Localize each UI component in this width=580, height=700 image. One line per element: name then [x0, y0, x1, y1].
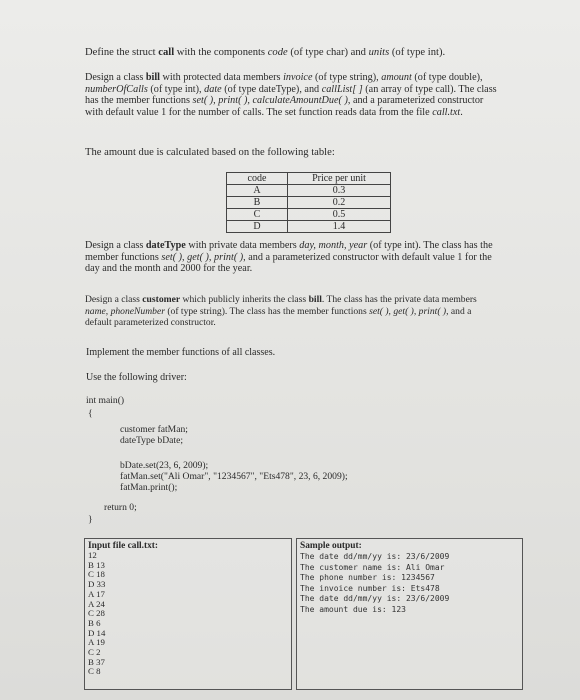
amount-due-line: The amount due is calculated based on the following table: [85, 147, 335, 158]
text: with private data members [185, 240, 300, 251]
code-open-brace: { [88, 408, 93, 419]
table-header-row [227, 173, 391, 185]
text: (of type string). The class has the member functions [164, 305, 370, 317]
text: (of type int), [147, 83, 205, 95]
datetype-line-1 [85, 240, 537, 252]
sample-output-box [296, 538, 523, 690]
cell-price: 1.4 [288, 221, 391, 233]
bill-line-4 [85, 107, 555, 119]
sample-output-lines [300, 552, 449, 616]
list-item: B 37 [88, 656, 105, 667]
list-item: D 33 [88, 579, 106, 590]
code-main: int main() [86, 395, 125, 406]
table-row [227, 185, 391, 197]
text: units [368, 47, 390, 58]
text: numberOfCalls [85, 83, 148, 95]
bill-line-3 [85, 95, 555, 107]
text: . The class has the private data members [321, 294, 477, 305]
bill-line-1 [85, 72, 555, 84]
text: (of type double), [411, 72, 483, 83]
customer-line-3: default parameterized constructor. [85, 317, 216, 329]
code-close-brace: } [88, 514, 93, 525]
input-file-lines [88, 551, 105, 677]
code-call-date-set: bDate.set(23, 6, 2009); [120, 460, 209, 471]
table-row [227, 209, 391, 221]
text: (of type int). [389, 47, 446, 58]
text: member functions [85, 251, 162, 263]
text: bill [308, 294, 322, 305]
cell-code: D [227, 221, 288, 233]
sample-output-title: Sample output: [300, 541, 362, 551]
text: (of type char) and [287, 47, 369, 58]
text: amount [381, 72, 412, 83]
customer-paragraph [85, 294, 537, 329]
text: (of type int). The class has the [367, 240, 493, 251]
text: bill [145, 72, 160, 83]
list-item: C 18 [88, 569, 105, 580]
implement-line: Implement the member functions of all classes. [86, 347, 276, 358]
text: dateType [145, 240, 186, 251]
text: which publicly inherits the class [180, 294, 309, 305]
code-decl-datetype: dateType bDate; [120, 435, 183, 446]
list-item: The invoice number is: Ets478 [300, 583, 440, 593]
list-item: The phone number is: 1234567 [300, 573, 435, 583]
list-item: B 13 [88, 559, 105, 570]
header-code: code [227, 173, 288, 185]
list-item: 12 [88, 550, 97, 560]
code-call-fatman-set: fatMan.set("Ali Omar", "1234567", "Ets478", 23, 6, 2009); [120, 471, 348, 482]
text: name, phoneNumber [85, 305, 165, 317]
input-file-box [84, 538, 292, 690]
text: set( ), print( ), calculateAmountDue( ) [192, 95, 348, 107]
cell-price: 0.2 [288, 197, 391, 209]
datetype-line-2 [85, 252, 537, 264]
cell-code: B [227, 197, 288, 209]
code-call-print: fatMan.print(); [120, 482, 178, 493]
list-item: C 28 [88, 608, 105, 619]
datetype-line-3: day and the month and 2000 for the year. [85, 263, 253, 275]
cell-price: 0.3 [288, 185, 391, 197]
bill-line-2 [85, 84, 555, 96]
cell-price: 0.5 [288, 209, 391, 221]
driver-line: Use the following driver: [86, 372, 187, 383]
text: has the member functions [85, 95, 193, 107]
text: , and a parameterized constructor with default value 1 for the [243, 251, 492, 263]
code-return: return 0; [104, 502, 137, 513]
text: , and a parameterized constructor [347, 95, 484, 107]
list-item: The date dd/mm/yy is: 23/6/2009 [300, 594, 450, 604]
list-item: B 6 [88, 617, 101, 628]
table-row [227, 197, 391, 209]
struct-definition-line [85, 46, 445, 59]
text: set( ), get( ), print( ) [161, 251, 244, 263]
input-file-title: Input file call.txt: [88, 541, 159, 551]
text: Design a class [85, 294, 143, 305]
text: . [460, 106, 463, 118]
text: set( ), get( ), print( ) [369, 305, 447, 317]
table-row [227, 221, 391, 233]
header-price: Price per unit [288, 173, 391, 185]
text: Design a class [85, 72, 146, 83]
cell-code: C [227, 209, 288, 221]
text: code [267, 47, 288, 58]
list-item: D 14 [88, 627, 106, 638]
datetype-paragraph [85, 240, 537, 275]
text: date [204, 83, 222, 95]
customer-line-2 [85, 306, 537, 318]
text: , and a [446, 305, 472, 317]
text: call [158, 47, 175, 58]
customer-line-1 [85, 294, 537, 306]
text: (of type dateType), and [221, 83, 322, 95]
text: Design a class [85, 240, 146, 251]
text: invoice [283, 72, 313, 83]
list-item: A 17 [88, 588, 105, 599]
text: (of type string), [312, 72, 382, 83]
list-item: The date dd/mm/yy is: 23/6/2009 [300, 552, 450, 561]
list-item: The amount due is: 123 [300, 604, 406, 614]
text: call.txt [432, 106, 461, 118]
text: with default value 1 for the number of calls. The set function reads data from the file [85, 106, 433, 118]
code-decl-customer: customer fatMan; [120, 424, 188, 435]
text: (an array of type call). The class [362, 83, 497, 95]
text: day, month, year [299, 240, 368, 251]
list-item: A 19 [88, 637, 105, 648]
list-item: A 24 [88, 598, 105, 609]
list-item: C 8 [88, 666, 101, 677]
text: callList[ ] [321, 83, 363, 95]
text: with the components [174, 47, 268, 58]
text: with protected data members [160, 72, 284, 83]
cell-code: A [227, 185, 288, 197]
bill-paragraph [85, 72, 555, 118]
price-table [226, 172, 391, 233]
list-item: The customer name is: Ali Omar [300, 562, 445, 572]
text: Define the struct [85, 47, 159, 58]
text: customer [142, 294, 181, 305]
list-item: C 2 [88, 647, 101, 658]
